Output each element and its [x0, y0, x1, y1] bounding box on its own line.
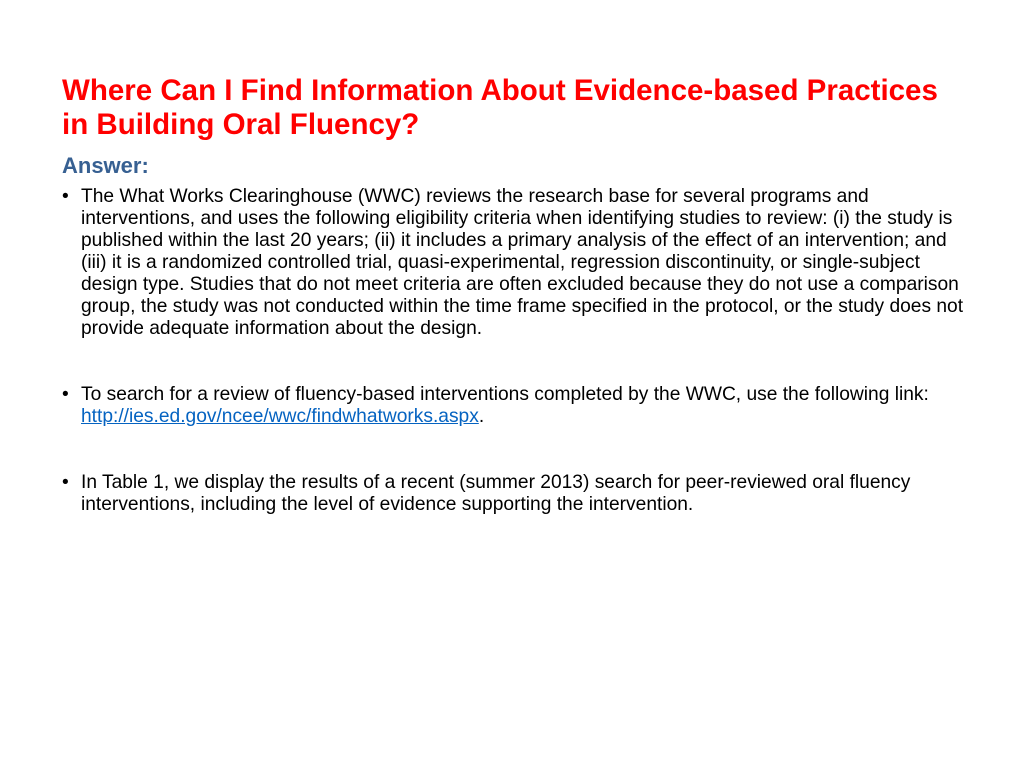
bullet-text: The What Works Clearinghouse (WWC) reviews the research base for several programs and interventions, and uses the following eligibility criteria when identifying studies to review: (i) the study is published within the last 20 years; (ii) it includes a primary analysis of the effect of an intervention; and (iii) it is a randomized controlled trial, quasi-experimental, regression discontinuity, or single-subject design type. Studies that do not meet criteria are often excluded because they do not use a comparison group, the study was not conducted within the time frame specified in the protocol, or the study does not provide adequate information about the design.	[81, 186, 964, 339]
bullet-item-wwc-link	[62, 384, 971, 428]
bullet-item-table-1	[62, 472, 971, 516]
bullet-text-end: .	[478, 406, 485, 427]
slide-title: Where Can I Find Information About Evidence-based Practices in Building Oral Fluency?	[62, 74, 938, 141]
bullet-icon: •	[62, 186, 69, 207]
bullet-icon: •	[62, 384, 69, 405]
wwc-link[interactable]: http://ies.ed.gov/ncee/wwc/findwhatworks.aspx	[81, 406, 479, 427]
bullet-icon: •	[62, 472, 69, 493]
bullet-item-wwc-criteria	[62, 186, 971, 340]
bullet-text: To search for a review of fluency-based interventions completed by the WWC, use the following link:	[81, 384, 929, 405]
bullet-text: In Table 1, we display the results of a recent (summer 2013) search for peer-reviewed oral fluency interventions, including the level of evidence supporting the intervention.	[81, 472, 911, 515]
bullet-list	[62, 186, 974, 516]
answer-heading: Answer:	[62, 153, 149, 178]
